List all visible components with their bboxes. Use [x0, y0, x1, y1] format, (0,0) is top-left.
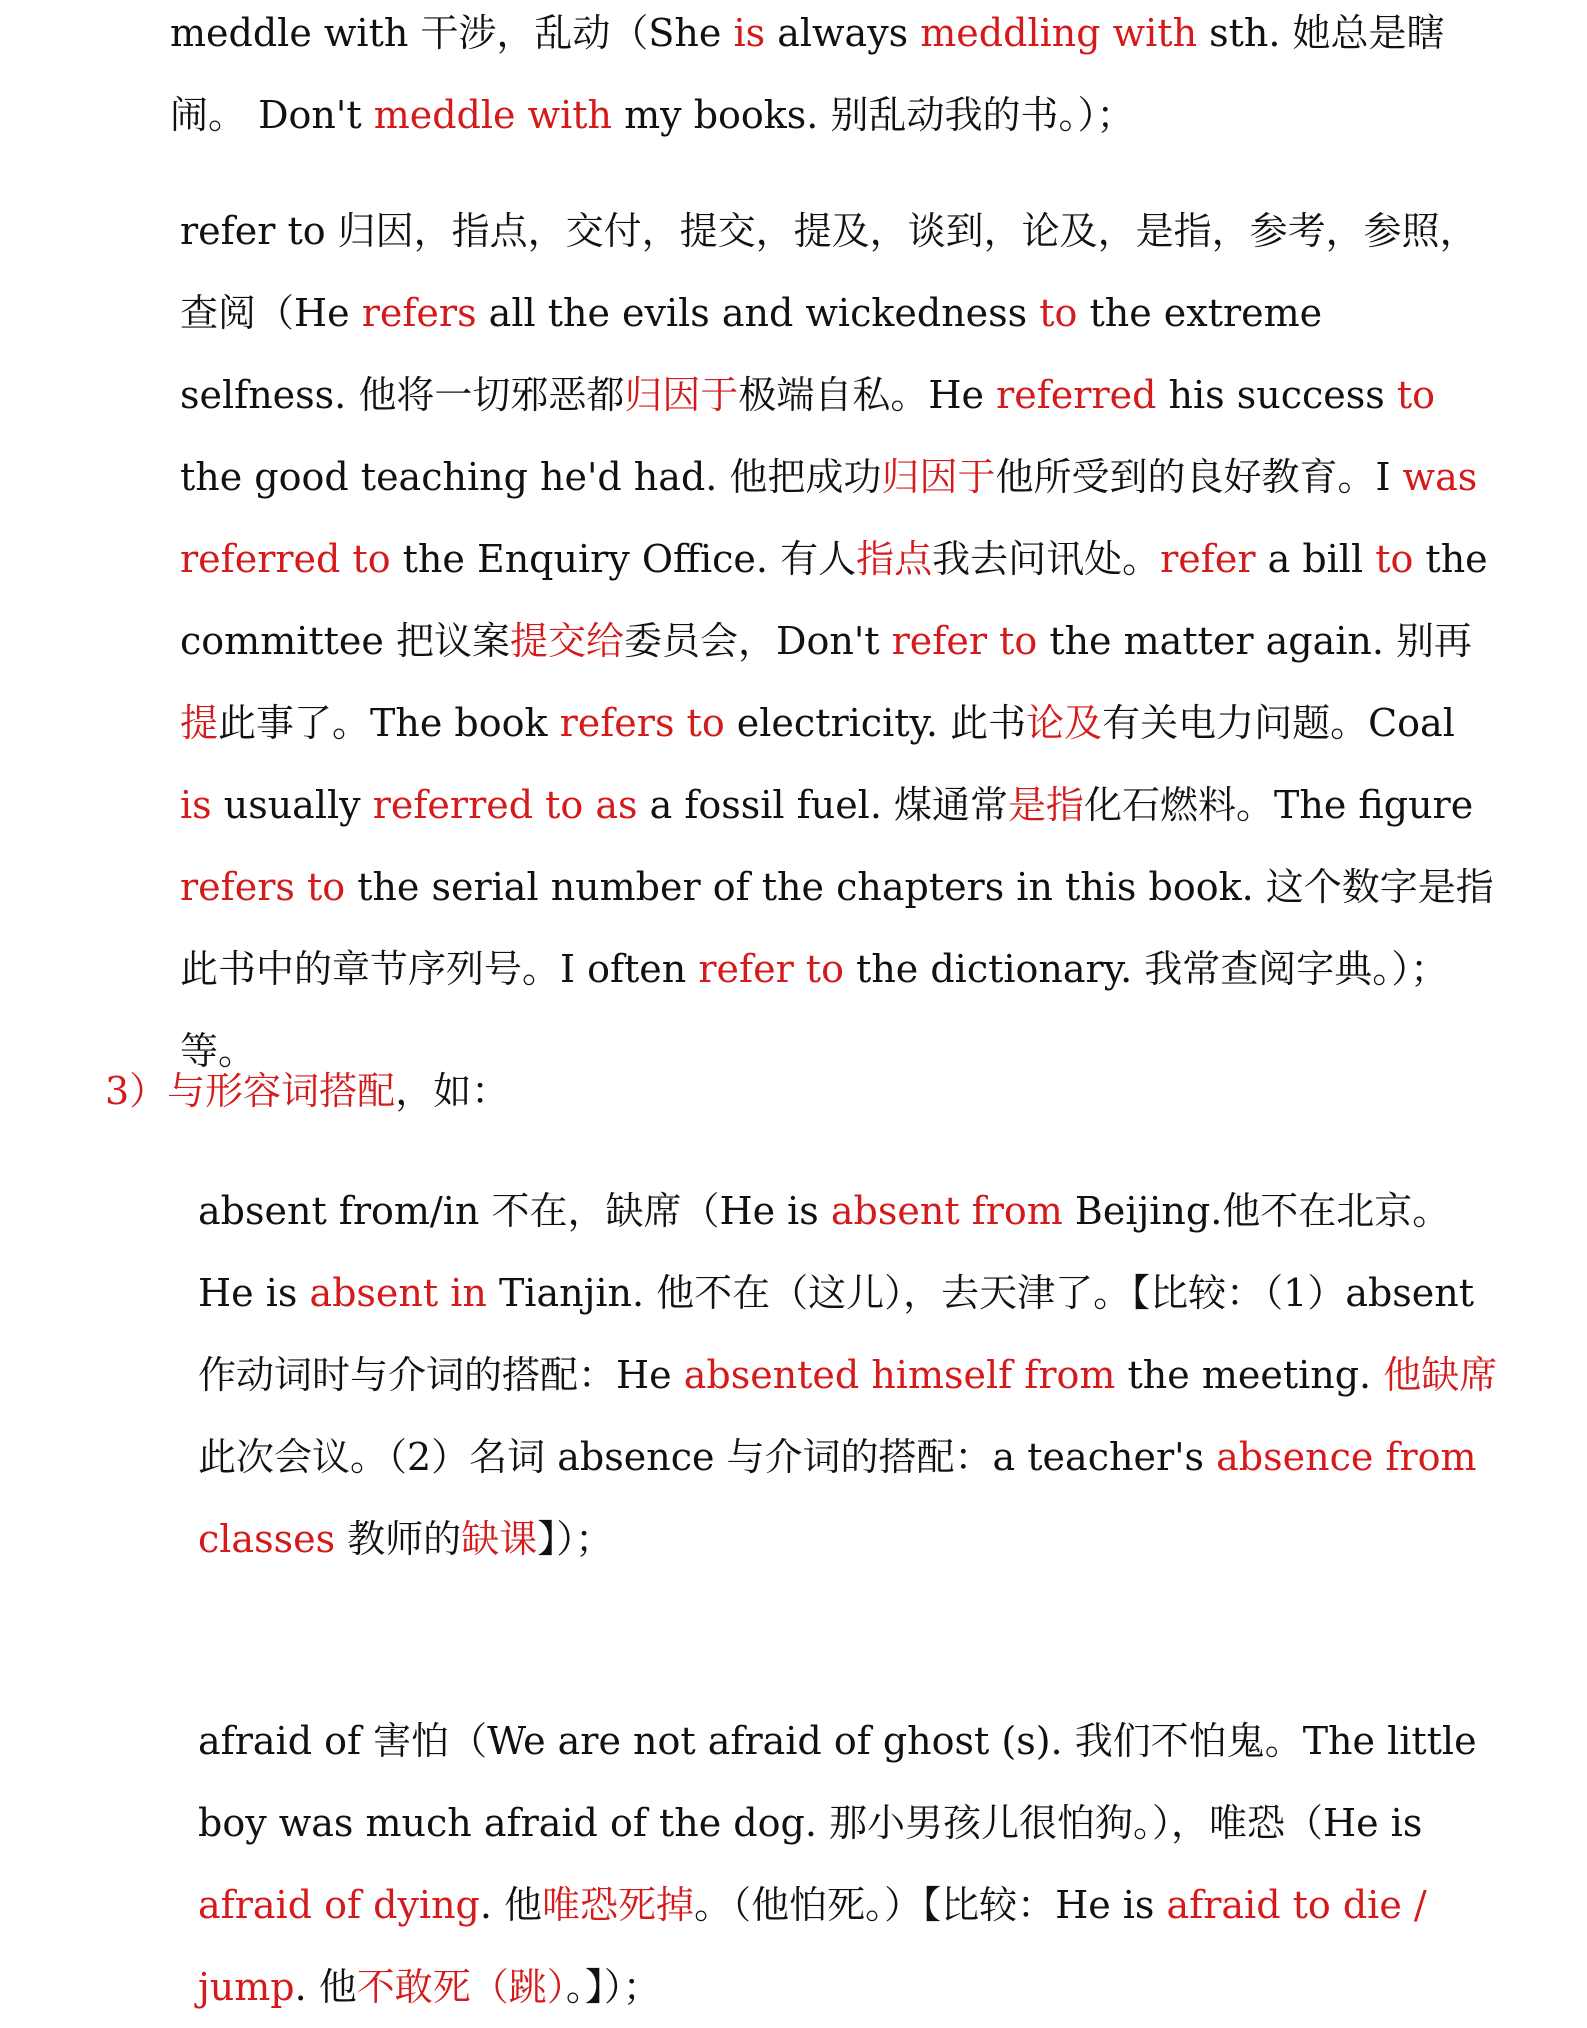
- highlighted-text: 是指: [1008, 783, 1085, 827]
- section-heading-adjectives: [105, 1050, 1425, 1132]
- body-text: my books. 别乱动我的书。）；: [612, 93, 1135, 137]
- highlighted-text: to: [1039, 291, 1078, 335]
- highlighted-text: refer: [1160, 537, 1256, 581]
- body-text: 有关电力问题。Coal: [1102, 701, 1455, 745]
- body-text: Tianjin. 他不在（这儿），去天津了。【比较：（1）absent 作动词时与介词的搭配：He: [198, 1271, 1475, 1397]
- highlighted-text: 提: [180, 701, 219, 745]
- highlighted-text: refer to: [698, 947, 844, 991]
- body-text: Beijing.他不在北京。He is: [198, 1189, 1451, 1315]
- highlighted-text: 唯恐死掉: [542, 1883, 695, 1927]
- highlighted-text: 归因于: [881, 455, 996, 499]
- highlighted-text: is: [733, 11, 766, 55]
- entry-refer-to: [180, 190, 1495, 1092]
- entry-afraid-of: [198, 1700, 1498, 2028]
- entry-meddle-with: [170, 0, 1490, 156]
- body-text: 委员会，Don't: [624, 619, 892, 663]
- body-text: a bill: [1255, 537, 1376, 581]
- highlighted-text: to: [1375, 537, 1414, 581]
- body-text: 。（他怕死。）【比较：He is: [694, 1883, 1167, 1927]
- body-text: always: [765, 11, 921, 55]
- highlighted-text: to: [1396, 373, 1435, 417]
- entry-absent-from-in: [198, 1170, 1498, 1580]
- highlighted-text: 他缺席: [1383, 1353, 1498, 1397]
- body-text: meddle with 干涉，乱动（She: [170, 11, 734, 55]
- highlighted-text: refers to: [559, 701, 725, 745]
- body-text: all the evils and wickedness: [476, 291, 1040, 335]
- highlighted-text: afraid of dying: [198, 1883, 480, 1927]
- body-text: his success: [1156, 373, 1397, 417]
- highlighted-text: refers to: [180, 865, 346, 909]
- body-text: the dictionary. 我常查阅字典。）； 等。: [180, 947, 1449, 1073]
- body-text: the Enquiry Office. 有人: [390, 537, 857, 581]
- highlighted-text: meddling with: [920, 11, 1198, 55]
- body-text: 】）；: [537, 1517, 614, 1561]
- highlighted-text: referred: [996, 373, 1157, 417]
- body-text: 教师的: [335, 1517, 462, 1561]
- body-text: ，如：: [395, 1069, 510, 1113]
- body-text: the matter again. 别再: [1037, 619, 1473, 663]
- body-text: . 他: [294, 1965, 357, 2009]
- highlighted-text: is: [180, 783, 212, 827]
- highlighted-text: afraid to die / jump: [198, 1883, 1427, 2009]
- body-text: absent from/in 不在，缺席（He is: [198, 1189, 831, 1233]
- highlighted-text: was referred to: [180, 455, 1478, 581]
- body-text: 极端自私。He: [738, 373, 997, 417]
- highlighted-text: 提交给: [509, 619, 624, 663]
- highlighted-text: absent from: [830, 1189, 1063, 1233]
- highlighted-text: refers: [361, 291, 477, 335]
- body-text: afraid of 害怕（We are not afraid of ghost (s). 我们不怕鬼。The little boy was much afraid of the dog. 那小男孩儿很怕狗。），唯恐（He is: [198, 1719, 1477, 1845]
- highlighted-text: 不敢死（跳）: [356, 1965, 566, 2009]
- body-text: the meeting.: [1115, 1353, 1384, 1397]
- body-text: the extreme selfness. 他将一切邪恶都: [180, 291, 1323, 417]
- body-text: electricity. 此书: [724, 701, 1027, 745]
- body-text: . 他: [479, 1883, 543, 1927]
- highlighted-text: 归因于: [624, 373, 739, 417]
- highlighted-text: meddle with: [373, 93, 613, 137]
- highlighted-text: absence from classes: [198, 1435, 1477, 1561]
- body-text: 我去问讯处。: [932, 537, 1161, 581]
- body-text: sth. 她总是瞎闹。 Don't: [170, 11, 1445, 137]
- highlighted-text: 指点: [856, 537, 933, 581]
- highlighted-text: 缺课: [461, 1517, 538, 1561]
- body-text: 此事了。The book: [218, 701, 560, 745]
- body-text: usually: [211, 783, 373, 827]
- body-text: refer to 归因，指点，交付，提交，提及，谈到，论及，是指，参考，参照，查阅（He: [180, 209, 1478, 335]
- highlighted-text: refer to: [891, 619, 1038, 663]
- body-text: the good teaching he'd had. 他把成功: [180, 455, 882, 499]
- body-text: 。】）；: [565, 1965, 661, 2009]
- highlighted-text: 3）与形容词搭配: [105, 1069, 396, 1113]
- body-text: the serial number of the chapters in this book. 这个数字是指此书中的章节序列号。I often: [180, 865, 1494, 991]
- highlighted-text: referred to as: [372, 783, 638, 827]
- highlighted-text: absented himself from: [683, 1353, 1116, 1397]
- body-text: 化石燃料。The figure: [1084, 783, 1474, 827]
- body-text: a fossil fuel. 煤通常: [637, 783, 1008, 827]
- body-text: the committee 把议案: [180, 537, 1488, 663]
- highlighted-text: 论及: [1026, 701, 1103, 745]
- body-text: 他所受到的良好教育。I: [995, 455, 1403, 499]
- body-text: 此次会议。（2）名词 absence 与介词的搭配：a teacher's: [198, 1435, 1217, 1479]
- highlighted-text: absent in: [309, 1271, 487, 1315]
